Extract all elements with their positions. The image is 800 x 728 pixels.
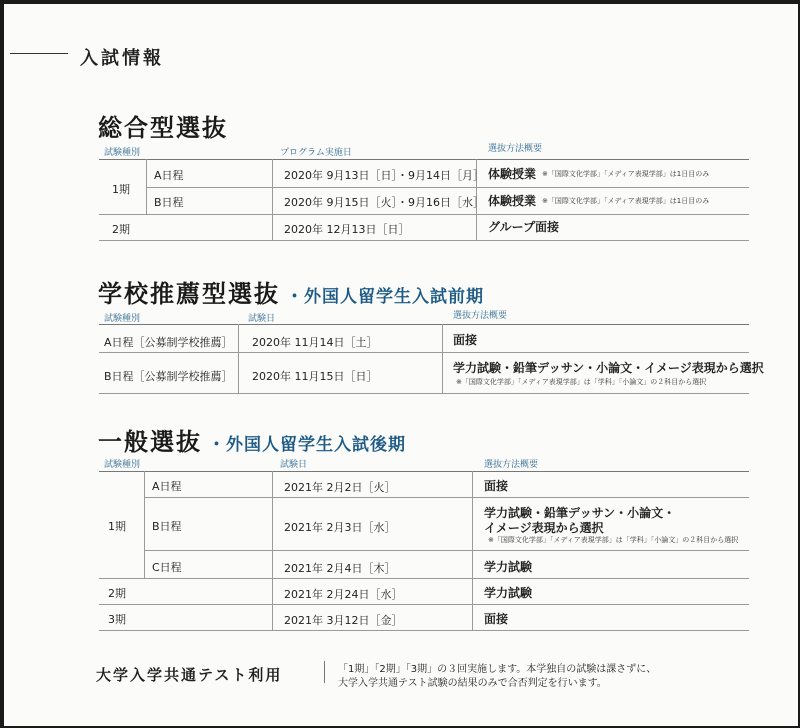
ippan-row-a-date: 2021年 2月2日［火］ xyxy=(284,481,396,494)
ippan-period3-type: 3期 xyxy=(108,613,126,626)
ippan-row-b-date: 2021年 2月3日［水］ xyxy=(284,521,396,534)
section-rule xyxy=(10,53,68,54)
suisen-row-b-date: 2020年 11月15日［日］ xyxy=(252,370,378,383)
ippan-rule-top xyxy=(99,471,749,472)
suisen-row-b-method: 学力試験・鉛筆デッサン・小論文・イメージ表現から選択 xyxy=(453,361,764,375)
suisen-row-b-note: ※「国際文化学部」「メディア表現学部」は「学科」「小論文」の２科目から選択 xyxy=(456,378,707,386)
sogo-period1: 1期 xyxy=(112,183,130,196)
suisen-row-b-type: B日程［公募制学校推薦］ xyxy=(104,370,233,383)
sogo-period2-date: 2020年 12月13日［日］ xyxy=(284,223,410,236)
sogo-rule-top xyxy=(99,159,749,160)
sogo-row-a-type: A日程 xyxy=(154,169,184,182)
sogo-period2-method: グループ面接 xyxy=(488,220,560,234)
ippan-row-c-method: 学力試験 xyxy=(484,560,533,574)
ippan-header-method: 選抜方法概要 xyxy=(484,460,539,470)
sogo-heading xyxy=(98,108,228,143)
sogo-rule-bottom xyxy=(99,240,749,241)
sogo-period2-type: 2期 xyxy=(112,223,130,236)
suisen-rule-1 xyxy=(99,352,749,353)
sogo-row-a-date: 2020年 9月13日［日］・9月14日［月］ xyxy=(284,169,484,182)
suisen-row-a-type: A日程［公募制学校推薦］ xyxy=(104,336,233,349)
ippan-row-b-type: B日程 xyxy=(152,520,182,533)
ippan-heading xyxy=(98,422,406,457)
ippan-row-c-date: 2021年 2月4日［木］ xyxy=(284,562,396,575)
suisen-header-date: 試験日 xyxy=(248,314,276,324)
sogo-row-a-method: 体験授業 xyxy=(488,167,537,181)
suisen-row-a-date: 2020年 11月14日［土］ xyxy=(252,336,378,349)
ippan-subtitle: ・外国人留学生入試後期 xyxy=(208,435,406,455)
ippan-vrule-2 xyxy=(272,471,273,630)
sogo-row-b-note: ※「国際文化学部」「メディア表現学部」は1日目のみ xyxy=(542,197,710,205)
section-title: 入試情報 xyxy=(80,48,164,69)
ippan-row-b-method-line1: 学力試験・鉛筆デッサン・小論文・ xyxy=(484,506,676,520)
sogo-row-b-date: 2020年 9月15日［火］・9月16日［水］ xyxy=(284,196,484,209)
suisen-subtitle: ・外国人留学生入試前期 xyxy=(286,287,484,307)
sogo-row-b-type: B日程 xyxy=(154,196,184,209)
ippan-rule-3 xyxy=(99,578,749,579)
suisen-rule-bottom xyxy=(99,393,749,394)
ippan-period2-type: 2期 xyxy=(108,587,126,600)
suisen-title: 学校推薦型選抜 xyxy=(98,280,280,308)
ippan-vrule-3 xyxy=(472,471,473,630)
ippan-vrule-1 xyxy=(144,471,145,578)
ippan-title: 一般選抜 xyxy=(98,428,202,456)
ippan-header-date: 試験日 xyxy=(280,460,308,470)
ippan-row-a-method: 面接 xyxy=(484,479,509,493)
ippan-period3-date: 2021年 3月12日［金］ xyxy=(284,614,403,627)
sogo-rule-2 xyxy=(99,214,749,215)
sogo-title: 総合型選抜 xyxy=(98,114,228,142)
suisen-heading xyxy=(98,274,484,309)
sogo-vrule-2 xyxy=(272,159,273,240)
sogo-header-date: プログラム実施日 xyxy=(280,148,352,158)
ippan-header-type: 試験種別 xyxy=(104,460,141,470)
kyotsu-title: 大学入学共通テスト利用 xyxy=(96,666,283,684)
sogo-row-b-method: 体験授業 xyxy=(488,194,537,208)
kyotsu-divider xyxy=(324,661,325,683)
suisen-header-type: 試験種別 xyxy=(104,314,141,324)
ippan-row-c-type: C日程 xyxy=(152,561,182,574)
suisen-row-a-method: 面接 xyxy=(453,333,478,347)
kyotsu-line1: 「1期」「2期」「3期」の３回実施します。本学独自の試験は課さずに、 xyxy=(338,664,657,675)
kyotsu-line2: 大学入学共通テスト試験の結果のみで合否判定を行います。 xyxy=(338,678,607,689)
ippan-rule-4 xyxy=(99,604,749,605)
sogo-row-a-note: ※「国際文化学部」「メディア表現学部」は1日目のみ xyxy=(542,170,710,178)
suisen-vrule-1 xyxy=(238,324,239,393)
ippan-row-b-method-line2: イメージ表現から選択 xyxy=(484,521,604,535)
ippan-period3-method: 面接 xyxy=(484,612,509,626)
ippan-period1: 1期 xyxy=(108,520,126,533)
ippan-period2-method: 学力試験 xyxy=(484,586,533,600)
ippan-period2-date: 2021年 2月24日［水］ xyxy=(284,588,403,601)
ippan-row-b-note: ※「国際文化学部」「メディア表現学部」は「学科」「小論文」の２科目から選択 xyxy=(488,536,739,544)
sogo-rule-1 xyxy=(146,187,749,188)
ippan-rule-1 xyxy=(144,497,749,498)
brochure-page xyxy=(4,4,798,726)
ippan-rule-bottom xyxy=(99,630,749,631)
sogo-vrule-1 xyxy=(146,159,147,214)
suisen-rule-top xyxy=(99,324,749,325)
suisen-header-method: 選抜方法概要 xyxy=(453,311,508,321)
suisen-vrule-2 xyxy=(442,324,443,393)
ippan-row-a-type: A日程 xyxy=(152,480,182,493)
sogo-header-type: 試験種別 xyxy=(104,148,141,158)
ippan-rule-2 xyxy=(144,550,749,551)
sogo-header-method: 選抜方法概要 xyxy=(488,144,543,154)
